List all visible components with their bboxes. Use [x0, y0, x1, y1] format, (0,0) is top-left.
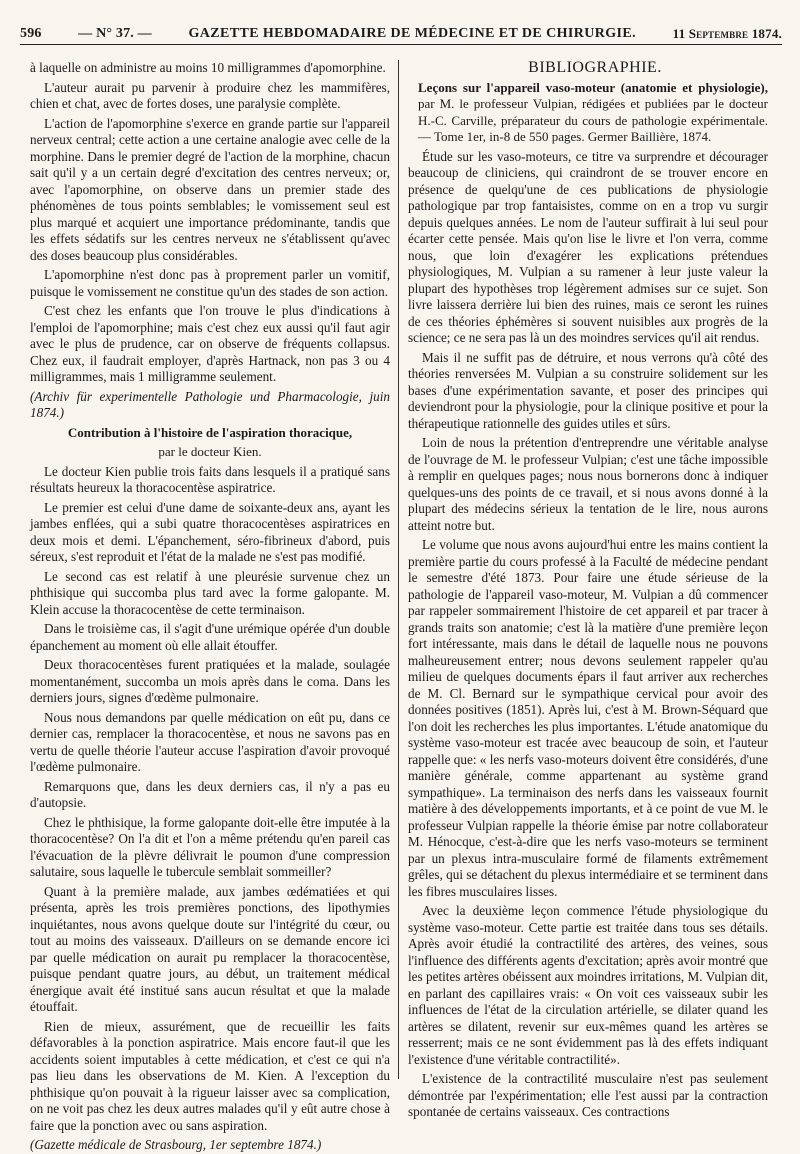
paragraph: Loin de nous la prétention d'entreprendre une véritable analyse de l'ouvrage de M. le professeur Vulpian; c'est une tâche impossible à remplir en quelques pages; nous nous bornerons donc à indiquer quelques-uns des points de ce travail, et si nous avons donné à la plupart des médecins sérieux la tentation de le lire, nous aurons atteint notre but.	[408, 435, 768, 533]
paragraph: C'est chez les enfants que l'on trouve le plus d'indications à l'emploi de l'apomorphine; mais c'est chez eux aussi qu'il faut agir avec le plus de prudence, car on observe de fréquents collapsus. Chez eux, il faudrait employer, d'après Hartnack, non pas 3 ou 4 milligrammes, mais 1 milligramme seulement.	[30, 303, 390, 384]
book-reference	[408, 80, 768, 146]
issue-number: — N° 37. —	[78, 26, 152, 41]
citation: (Archiv für experimentelle Pathologie und Pharmacologie, juin 1874.)	[30, 388, 390, 420]
paragraph: Le volume que nous avons aujourd'hui entre les mains contient la première partie du cours professé à la Faculté de médecine pendant le semestre d'été 1873. Pour faire une étude sérieuse de la pathologie de l'appareil vaso-moteur, M. Vulpian a dû commencer par rappeler sommairement l'histoire de cet appareil et par tracer à grands traits son anatomie; c'est là la matière d'une première leçon fort intéressante, mais dans le détail de laquelle nous ne pouvons malheureusement entrer; nous devons seulement rappeler qu'au milieu de quelques documents épars il faut arriver aux recherches de M. Cl. Bernard sur le sympathique cervical pour avoir des données positives (1851). Après lui, c'est à M. Brown-Séquard que l'on doit les recherches les plus importantes. L'étude anatomique du système vaso-moteur est tracée avec beaucoup de soin, et l'auteur rappelle que: « les nerfs vaso-moteurs doivent être considérés, d'une manière générale, comme appartenant au système grand sympathique». La terminaison des nerfs dans les vaisseaux fournit matière à des développements importants, et à ce point de vue M. le professeur Vulpian rappelle la théorie émise par notre collaborateur M. Hénocque, c'est-à-dire que les nerfs vaso-moteurs se terminent par un plexus intra-musculaire formé de filaments extrêmement grêles, qui se détachent du plexus intermédiaire et se terminent dans les fibres musculaires lisses.	[408, 537, 768, 899]
paragraph: L'existence de la contractilité musculaire n'est pas seulement démontrée par l'expérimentation; elle l'est aussi par la contraction spontanée de certains vaisseaux. Ces contractions	[408, 1071, 768, 1119]
paragraph: Nous nous demandons par quelle médication on eût pu, dans ce dernier cas, remplacer la thoracocentèse, et nous ne savons pas en vertu de quelle théorie l'auteur accuse l'aspiration d'avoir provoqué l'œdème pulmonaire.	[30, 709, 390, 774]
paragraph: Rien de mieux, assurément, que de recueillir les faits défavorables à la ponction aspiratrice. Mais encore faut-il que les accidents soient imputables à cette médication, et c'est ce qui n'a pas lieu dans les observations de M. Kien. A l'exception du phthisique qu'on pouvait à la rigueur laisser avec sa complication, on ne voit pas chez les deux autres malades qu'il y eût autre chose à faire que la ponction avec ou sans aspiration.	[30, 1018, 390, 1133]
paragraph: Le premier est celui d'une dame de soixante-deux ans, ayant les jambes enflées, qui a subi quatre thoracocentèses aspiratrices en deux mois et demi. L'épanchement, séro-fibrineux d'abord, puis séreux, s'est reproduit et l'état de la malade ne s'est pas modifié.	[30, 499, 390, 564]
paragraph: Remarquons que, dans les deux derniers cas, il n'y a pas eu d'autopsie.	[30, 778, 390, 810]
section-title: Contribution à l'histoire de l'aspiration thoracique,	[67, 424, 353, 440]
paragraph: Le docteur Kien publie trois faits dans lesquels il a pratiqué sans résultats heureux la thoracocentèse aspiratrice.	[30, 463, 390, 495]
book-title: Leçons sur l'appareil vaso-moteur (anatomie et physiologie),	[418, 79, 768, 95]
paragraph: Dans le troisième cas, il s'agit d'une urémique opérée d'un double épanchement au moment où elle allait étouffer.	[30, 621, 390, 653]
book-details: par M. le professeur Vulpian, rédigées et publiées par le docteur H.-C. Carville, préparateur du cours de pathologie expérimentale. — Tome 1er, in-8 de 550 pages. Germer Baillière, 1874.	[418, 96, 768, 144]
paragraph: L'action de l'apomorphine s'exerce en grande partie sur l'appareil nerveux central; cette action a une certaine analogie avec celle de la morphine. Dans le premier degré de l'action de la morphine, chacun sait qu'il y a un certain degré d'excitation des centres nerveux; or, avec l'apomorphine, on observe dans un premier stade des phénomènes de tous points semblables; le vomissement seul est plus marqué et acquiert une importance prédominante, tandis que les effets sédatifs sur les centres nerveux ne s'établissent qu'avec des doses beaucoup plus considérables.	[30, 115, 390, 263]
issue-date: 11 Septembre 1874.	[672, 26, 782, 41]
journal-title: GAZETTE HEBDOMADAIRE DE MÉDECINE ET DE CHIRURGIE.	[188, 26, 637, 41]
paragraph: Deux thoracocentèses furent pratiquées et la malade, soulagée momentanément, succomba un mois après dans le coma. Dans les derniers jours, signes d'œdème pulmonaire.	[30, 657, 390, 705]
paragraph: Chez le phthisique, la forme galopante doit-elle être imputée à la thoracocentèse? On l'a dit et l'on a même prétendu qu'en pareil cas l'évacuation de la plèvre délivrait le poumon d'une compression salutaire, sous laquelle le tubercule semblait sommeiller?	[30, 814, 390, 879]
column-divider	[398, 60, 399, 1079]
paragraph: Avec la deuxième leçon commence l'étude physiologique du système vaso-moteur. Cette partie est traitée dans tous ses détails. Après avoir étudié la contractilité des artères, des veines, sous l'influence des différents agents d'excitation; après avoir montré que les petites artères obéissent aux moindres irritations, M. Vulpian dit, en parlant des capillaires vrais: « On voit ces vaisseaux subir les influences de l'état de la circulation artérielle, se dilater quand les artères se dilatent, revenir sur eux-mêmes quand les artères se resserrent; mais ce ne sont évidemment pas là des effets indiquant l'existence d'une véritable contractilité».	[408, 903, 768, 1067]
bibliography-title: BIBLIOGRAPHIE.	[528, 59, 662, 76]
page-number: 596	[20, 26, 42, 41]
paragraph: L'apomorphine n'est donc pas à proprement parler un vomitif, puisque le vomissement ne constitue qu'un des stades de son action.	[30, 267, 390, 299]
paragraph: à laquelle on administre au moins 10 milligrammes d'apomorphine.	[30, 60, 386, 75]
paragraph: Quant à la première malade, aux jambes œdématiées et qui présenta, après les trois premières ponctions, des lipothymies inquiétantes, nous avons quelque doute sur l'intégrité du cœur, ou tout au moins des vaisseaux. D'ailleurs on se demande encore ici par quelle médication on aurait pu remplacer la thoracocentèse, puisque pendant quatre jours, au début, un traitement médical énergique avait été institué sans aucun résultat et que la malade étouffait.	[30, 883, 390, 1014]
section-author: par le docteur Kien.	[158, 444, 262, 459]
paragraph: Le second cas est relatif à une pleurésie survenue chez un phthisique qui succomba plus tard avec la forme galopante. M. Klein accuse la thoracocentèse de cette terminaison.	[30, 568, 390, 617]
citation: (Gazette médicale de Strasbourg, 1er septembre 1874.)	[30, 1137, 322, 1152]
page-header	[20, 4, 782, 45]
right-column	[408, 59, 768, 1119]
paragraph: Mais il ne suffit pas de détruire, et nous verrons qu'à côté des théories renversées M. Vulpian a su construire solidement sur les bases d'une expérimentation savante, et poser des principes qui deviendront pour la physiologie, pour la clinique positive et pour la thérapeutique rationnelle des guides utiles et sûrs.	[408, 349, 768, 431]
paragraph: L'auteur aurait pu parvenir à produire chez les mammifères, chien et chat, avec de fortes doses, une paralysie complète.	[30, 79, 390, 111]
paragraph: Étude sur les vaso-moteurs, ce titre va surprendre et décourager beaucoup de cliniciens, qui craindront de se trouver encore en présence de quelqu'une de ces publications de physiologie pathologique par trop fantaisistes, comme on en a trop vu surgir depuis quelques années. Le nom de l'auteur suffirait à lui seul pour écarter cette pensée. Mais qu'on lise le livre et l'on verra, comme nous, que loin d'exagérer les explications prétendues physiologiques, M. Vulpian a su ramener à leur juste valeur la plupart des hypothèses trop légèrement admises sur ce sujet. Son livre laissera derrière lui bien des ruines, mais ce seront les ruines de ces théories éphémères si souvent nuisibles aux progrès de la science; ce ne sera pas là un des moindres services qu'il ait rendus.	[408, 148, 768, 345]
left-column	[30, 60, 390, 1152]
